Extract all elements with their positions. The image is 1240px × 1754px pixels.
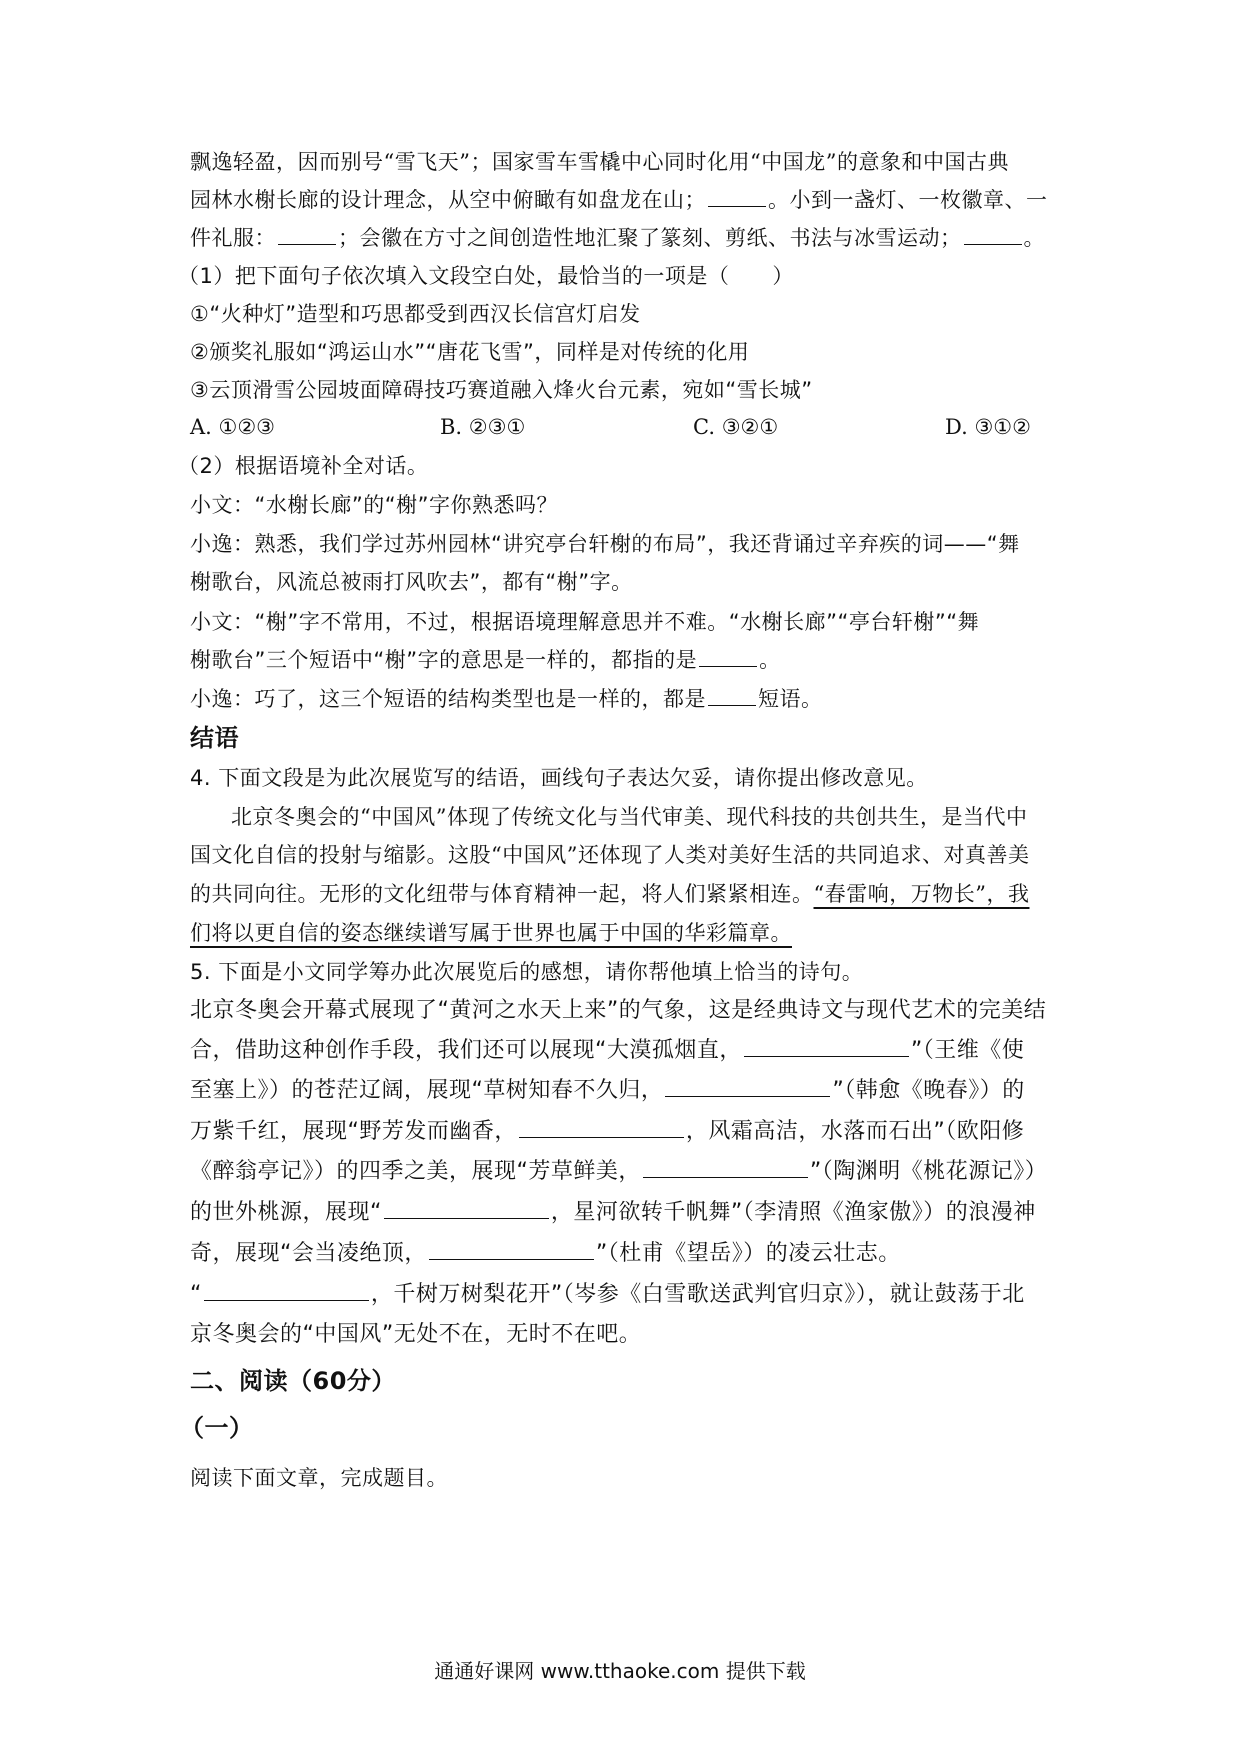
text: ；会徽在方寸之间创造性地汇聚了篆刻、剪纸、书法与冰雪运动； xyxy=(338,226,962,250)
text: 《醉翁亭记》）的四季之美，展现“芳草鲜美， xyxy=(190,1159,641,1184)
poem-line xyxy=(190,1198,1060,1228)
sentence-3: ③云顶滑雪公园坡面障碍技巧赛道融入烽火台元素，宛如“雪长城” xyxy=(190,378,813,402)
text: ”（陶渊明《桃花源记》） xyxy=(809,1159,1048,1184)
option-b[interactable]: B. ②③① xyxy=(440,415,526,439)
poem-line xyxy=(190,1280,1060,1310)
fill-blank[interactable] xyxy=(278,243,336,245)
dialog-line xyxy=(190,645,1060,675)
poem-line xyxy=(190,1036,1060,1066)
text: ”（韩愈《晚春》）的 xyxy=(832,1078,1025,1103)
footer-watermark: 通通好课网 www.tthaoke.com 提供下载 xyxy=(434,1659,806,1683)
sentence-2: ②颁奖礼服如“鸿运山水”“唐花飞雪”，同样是对传统的化用 xyxy=(190,340,750,364)
option-a[interactable]: A. ①②③ xyxy=(190,415,276,439)
text: 。 xyxy=(1023,226,1045,250)
text: ，星河欲转千帆舞”（李清照《渔家傲》）的浪漫神 xyxy=(550,1200,1036,1225)
text: 。小到一盏灯、一枚徽章、一 xyxy=(768,188,1048,212)
poem-line: 京冬奥会的“中国风”无处不在，无时不在吧。 xyxy=(190,1322,642,1347)
text: 合，借助这种创作手段，我们还可以展现“大漠孤烟直， xyxy=(190,1038,742,1063)
passage-line: 北京冬奥会的“中国风”体现了传统文化与当代审美、现代科技的共创共生，是当代中 xyxy=(231,805,1028,829)
text: 件礼服： xyxy=(190,226,276,250)
dialog-line: 小逸：熟悉，我们学过苏州园林“讲究亭台轩榭的布局”，我还背诵过辛弃疾的词——“舞 xyxy=(190,532,1020,556)
fill-blank[interactable] xyxy=(699,665,757,667)
fill-blank[interactable] xyxy=(384,1217,549,1219)
passage-line: 国文化自信的投射与缩影。这股“中国风”还体现了人类对美好生活的共同追求、对真善美 xyxy=(190,843,1030,867)
sentence-1: ①“火种灯”造型和巧思都受到西汉长信宫灯启发 xyxy=(190,302,641,326)
underlined-sentence: 们将以更自信的姿态继续谱写属于世界也属于中国的华彩篇章。 xyxy=(190,921,792,945)
text: 奇，展现“会当凌绝顶， xyxy=(190,1241,427,1266)
fill-blank[interactable] xyxy=(964,243,1022,245)
fill-blank[interactable] xyxy=(429,1258,594,1260)
option-c[interactable]: C. ③②① xyxy=(693,415,779,439)
poem-line xyxy=(190,1117,1060,1147)
passage-line xyxy=(190,918,1060,948)
fill-blank[interactable] xyxy=(643,1176,808,1178)
fill-blank[interactable] xyxy=(708,704,756,706)
fill-blank[interactable] xyxy=(665,1095,830,1097)
section-heading: 结语 xyxy=(190,724,239,752)
fill-blank[interactable] xyxy=(708,205,766,207)
text: ，风霜高洁，水落而石出”（欧阳修 xyxy=(685,1119,1025,1144)
section-heading-reading: 二、阅读（60分） xyxy=(190,1367,396,1395)
underlined-sentence: “春雷响，万物长”，我 xyxy=(813,882,1030,906)
dialog-line xyxy=(190,684,1060,714)
dialog-line: 小文：“水榭长廊”的“榭”字你熟悉吗？ xyxy=(190,493,559,517)
text: ，千树万树梨花开”（岑参《白雪歌送武判官归京》），就让鼓荡于北 xyxy=(370,1282,1025,1307)
poem-line xyxy=(190,1239,1060,1269)
question-5: 5. 下面是小文同学筹办此次展览后的感想，请你帮他填上恰当的诗句。 xyxy=(190,960,864,984)
fill-blank[interactable] xyxy=(204,1299,369,1301)
text: ”（杜甫《望岳》）的凌云壮志。 xyxy=(595,1241,901,1266)
question-1: （1）把下面句子依次填入文段空白处，最恰当的一项是（ ） xyxy=(178,264,794,288)
question-4: 4. 下面文段是为此次展览写的结语，画线句子表达欠妥，请你提出修改意见。 xyxy=(190,766,928,790)
text: ”（王维《使 xyxy=(910,1038,1025,1063)
passage-line xyxy=(190,879,1060,909)
subsection-heading: （一） xyxy=(180,1414,254,1442)
question-2: （2）根据语境补全对话。 xyxy=(178,454,429,478)
poem-line xyxy=(190,1076,1060,1106)
text: 短语。 xyxy=(758,687,823,711)
text: 的共同向往。无形的文化纽带与体育精神一起，将人们紧紧相连。 xyxy=(190,882,814,906)
text: 园林水榭长廊的设计理念，从空中俯瞰有如盘龙在山； xyxy=(190,188,706,212)
instruction: 阅读下面文章，完成题目。 xyxy=(190,1466,448,1490)
text: 万紫千红，展现“野芳发而幽香， xyxy=(190,1119,517,1144)
text: 小逸：巧了，这三个短语的结构类型也是一样的，都是 xyxy=(190,687,706,711)
fill-blank[interactable] xyxy=(519,1136,684,1138)
paragraph-line xyxy=(190,185,1060,215)
text: 至塞上》）的苍茫辽阔，展现“草树知春不久归， xyxy=(190,1078,664,1103)
text: 榭歌台”三个短语中“榭”字的意思是一样的，都指的是 xyxy=(190,648,698,672)
poem-line xyxy=(190,1157,1060,1187)
text: “ xyxy=(190,1282,202,1307)
text: 的世外桃源，展现“ xyxy=(190,1200,382,1225)
fill-blank[interactable] xyxy=(744,1055,909,1057)
dialog-line: 小文：“榭”字不常用，不过，根据语境理解意思并不难。“水榭长廊”“亭台轩榭”“舞 xyxy=(190,610,980,634)
text: 。 xyxy=(759,648,781,672)
dialog-line: 榭歌台，风流总被雨打风吹去”，都有“榭”字。 xyxy=(190,570,633,594)
poem-line: 北京冬奥会开幕式展现了“黄河之水天上来”的气象，这是经典诗文与现代艺术的完美结 xyxy=(190,998,1047,1023)
option-d[interactable]: D. ③①② xyxy=(945,415,1031,439)
paragraph-line xyxy=(190,223,1060,253)
paragraph-line: 飘逸轻盈，因而别号“雪飞天”；国家雪车雪橇中心同时化用“中国龙”的意象和中国古典 xyxy=(190,150,1009,174)
